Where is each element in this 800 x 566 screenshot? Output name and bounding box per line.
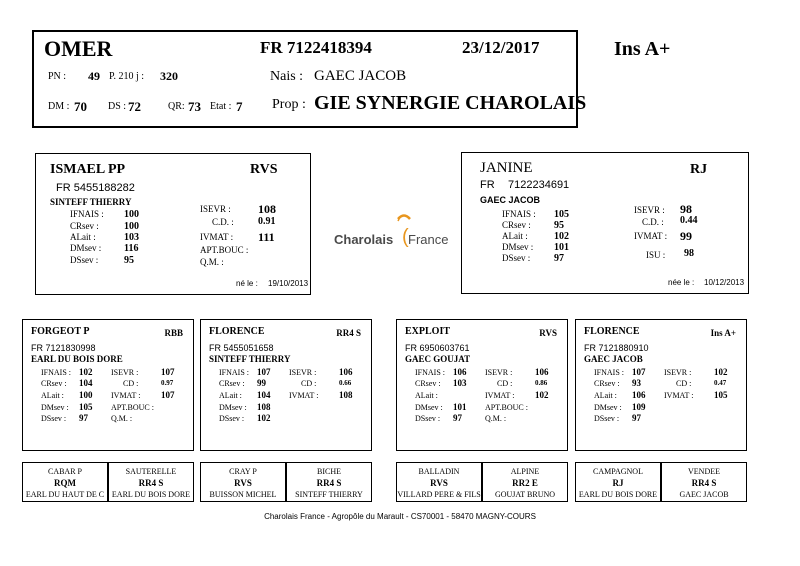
cd-label: CD : [301, 379, 317, 388]
cd-label: CD : [497, 379, 513, 388]
isevr-value: 102 [714, 367, 728, 377]
qm-label: Q.M. : [111, 414, 133, 423]
pn-label: PN : [48, 71, 67, 82]
crsev-label: CRsev : [70, 221, 99, 231]
ifnais-label: IFNAIS : [219, 368, 250, 377]
dssev-label: DSsev : [70, 255, 99, 265]
cd-label: CD : [676, 379, 692, 388]
dam-card [461, 152, 749, 294]
gp-name: FLORENCE [584, 326, 640, 337]
born-label: née le : [668, 278, 695, 287]
cd-value: 0.97 [161, 379, 174, 387]
gp-id: FR 5455051658 [209, 343, 274, 353]
alait-label: ALait : [70, 232, 96, 242]
dmsev-label: DMsev : [415, 403, 443, 412]
ggp-grade: RQM [54, 478, 76, 488]
isevr-label: ISEVR : [289, 368, 317, 377]
ggp-breeder: EARL DU BOIS DORE [111, 490, 191, 499]
ifnais-value: 100 [124, 209, 139, 220]
dmsev-value: 116 [124, 243, 139, 254]
great-grandparent-cell [396, 462, 482, 502]
alait-value: 106 [632, 390, 646, 400]
ggp-breeder: EARL DU BOIS DORE [578, 490, 658, 499]
cd-label: CD : [123, 379, 139, 388]
great-grandparent-cell [575, 462, 661, 502]
nais-value: GAEC JACOB [314, 68, 407, 84]
isevr-value: 106 [535, 367, 549, 377]
dmsev-value: 109 [632, 402, 646, 412]
ifnais-value: 107 [632, 367, 646, 377]
cd-value: 0.66 [339, 379, 352, 387]
great-grandparent-cell [286, 462, 372, 502]
ggp-grade: RR4 S [316, 478, 342, 488]
ggp-breeder: GOUJAT BRUNO [494, 490, 556, 499]
gp-breeder: GAEC GOUJAT [405, 354, 471, 364]
alait-value: 102 [554, 231, 569, 242]
footer-address: Charolais France - Agropôle du Marault - CS70001 - 58470 MAGNY-COURS [264, 512, 536, 521]
qr-value: 73 [188, 99, 201, 114]
ivmat-value: 102 [535, 390, 549, 400]
dssev-value: 97 [554, 253, 564, 264]
dssev-label: DSsev : [415, 414, 441, 423]
dssev-label: DSsev : [594, 414, 620, 423]
dm-value: 70 [74, 99, 87, 114]
dssev-value: 95 [124, 255, 134, 266]
crsev-value: 95 [554, 220, 564, 231]
ifnais-label: IFNAIS : [415, 368, 446, 377]
dssev-label: DSsev : [502, 253, 531, 263]
ds-label: DS : [108, 101, 127, 112]
sire-name: ISMAEL PP [50, 162, 126, 177]
dssev-value: 97 [632, 413, 641, 423]
gp-breeder: EARL DU BOIS DORE [31, 354, 123, 364]
ggp-breeder: VILLARD PERE & FILS [397, 490, 481, 499]
logo-bracket: ( [402, 226, 409, 248]
dssev-value: 97 [79, 413, 88, 423]
dssev-label: DSsev : [41, 414, 67, 423]
great-grandparent-cell [482, 462, 568, 502]
isevr-value: 106 [339, 367, 353, 377]
born-label: né le : [236, 279, 258, 288]
ggp-name: ALPINE [510, 467, 540, 476]
logo-text-charolais: Charolais [334, 232, 394, 247]
ggp-grade: RR4 S [138, 478, 164, 488]
gp-grade: RBB [164, 328, 183, 338]
ds-value: 72 [128, 99, 141, 114]
animal-header [32, 30, 671, 128]
ivmat-label: IVMAT : [111, 391, 141, 400]
ifnais-value: 107 [257, 367, 271, 377]
header-date: 23/12/2017 [462, 38, 540, 57]
ivmat-value: 108 [339, 390, 353, 400]
alait-value: 103 [124, 232, 139, 243]
isu-label: ISU : [646, 250, 666, 260]
cd-value: 0.47 [714, 379, 727, 387]
great-grandparent-cell [661, 462, 747, 502]
cd-label: C.D. : [642, 217, 664, 227]
ivmat-label: IVMAT : [289, 391, 319, 400]
crsev-label: CRsev : [594, 379, 620, 388]
gp-grade: Ins A+ [710, 328, 736, 338]
aptbouc-label: APT.BOUC : [485, 403, 528, 412]
ggp-grade: RVS [430, 478, 448, 488]
alait-label: ALait : [502, 231, 528, 241]
ggp-name: CABAR P [47, 467, 82, 476]
dmsev-label: DMsev : [502, 242, 534, 252]
gp-name: EXPLOIT [405, 326, 451, 337]
isevr-value: 108 [258, 202, 276, 216]
dam-id-prefix: FR [480, 179, 495, 191]
ggp-breeder: EARL DU HAUT DE C [25, 490, 105, 499]
ivmat-label: IVMAT : [200, 232, 234, 242]
etat-value: 7 [236, 99, 243, 114]
pn-value: 49 [88, 69, 100, 83]
crsev-label: CRsev : [502, 220, 531, 230]
etat-label: Etat : [210, 101, 232, 112]
crsev-label: CRsev : [219, 379, 245, 388]
ivmat-value: 111 [258, 230, 275, 244]
great-grandparent-cell [200, 462, 286, 502]
gp-breeder: GAEC JACOB [584, 354, 643, 364]
alait-label: ALait : [415, 391, 438, 400]
ifnais-label: IFNAIS : [502, 209, 536, 219]
gp-id: FR 7121830998 [31, 343, 96, 353]
ggp-name: BALLADIN [418, 467, 460, 476]
gp-id: FR 7121880910 [584, 343, 649, 353]
ivmat-label: IVMAT : [664, 391, 694, 400]
ivmat-value: 105 [714, 390, 728, 400]
ifnais-label: IFNAIS : [594, 368, 625, 377]
dssev-value: 97 [453, 413, 462, 423]
dam-name: JANINE [480, 160, 533, 176]
p210-value: 320 [160, 69, 178, 83]
qr-label: QR: [168, 101, 185, 112]
ivmat-label: IVMAT : [634, 231, 668, 241]
dam-breeder: GAEC JACOB [480, 195, 541, 205]
crsev-label: CRsev : [415, 379, 441, 388]
dmsev-label: DMsev : [41, 403, 69, 412]
dam-grade: RJ [690, 162, 708, 177]
gp-breeder: SINTEFF THIERRY [209, 354, 291, 364]
gp-name: FORGEOT P [31, 326, 90, 337]
prop-value: GIE SYNERGIE CHAROLAIS [314, 92, 587, 114]
dmsev-value: 101 [554, 242, 569, 253]
alait-value: 100 [79, 390, 93, 400]
aptbouc-label: APT.BOUC : [200, 245, 249, 255]
animal-grade: Ins A+ [614, 38, 671, 60]
great-grandparent-cell [108, 462, 194, 502]
ggp-name: CRAY P [229, 467, 257, 476]
logo-text-france: France [408, 232, 449, 247]
ggp-breeder: BUISSON MICHEL [209, 490, 277, 499]
dmsev-label: DMsev : [70, 243, 102, 253]
animal-name: OMER [44, 36, 113, 61]
isu-value: 98 [684, 248, 694, 259]
nais-label: Nais : [270, 69, 304, 84]
ggp-name: CAMPAGNOL [593, 467, 643, 476]
qm-label: Q.M. : [485, 414, 507, 423]
crsev-value: 100 [124, 221, 139, 232]
alait-label: ALait : [219, 391, 242, 400]
sire-card [35, 153, 311, 295]
dm-label: DM : [48, 101, 70, 112]
cd-value: 0.86 [535, 379, 548, 387]
isevr-label: ISEVR : [664, 368, 692, 377]
dmsev-value: 105 [79, 402, 93, 412]
dmsev-label: DMsev : [594, 403, 622, 412]
ggp-breeder: SINTEFF THIERRY [295, 490, 363, 499]
ggp-name: SAUTERELLE [125, 467, 177, 476]
sire-grade: RVS [250, 162, 278, 177]
ggp-name: BICHE [317, 467, 341, 476]
grandparent-card [22, 319, 194, 451]
crsev-value: 103 [453, 378, 467, 388]
ggp-breeder: GAEC JACOB [679, 490, 729, 499]
aptbouc-label: APT.BOUC : [111, 403, 154, 412]
crsev-value: 99 [257, 378, 266, 388]
isevr-label: ISEVR : [634, 205, 665, 215]
animal-id: FR 7122418394 [260, 38, 372, 57]
alait-label: ALait : [594, 391, 617, 400]
ggp-grade: RJ [612, 478, 624, 488]
ggp-name: VENDEE [688, 467, 720, 476]
sire-breeder: SINTEFF THIERRY [50, 197, 132, 207]
dmsev-label: DMsev : [219, 403, 247, 412]
prop-label: Prop : [272, 97, 306, 112]
ifnais-label: IFNAIS : [41, 368, 72, 377]
isevr-label: ISEVR : [111, 368, 139, 377]
grandparent-card [200, 319, 372, 451]
ivmat-value: 107 [161, 390, 175, 400]
dssev-label: DSsev : [219, 414, 245, 423]
born-value: 19/10/2013 [268, 279, 309, 288]
ifnais-value: 106 [453, 367, 467, 377]
qm-label: Q.M. : [200, 257, 224, 267]
p210-label: P. 210 j : [109, 71, 145, 82]
cd-label: C.D. : [212, 217, 234, 227]
cd-value: 0.44 [680, 215, 698, 226]
dam-id: 7122234691 [508, 179, 570, 191]
ivmat-value: 99 [680, 229, 692, 243]
isevr-value: 107 [161, 367, 175, 377]
gp-grade: RVS [539, 328, 557, 338]
crsev-label: CRsev : [41, 379, 67, 388]
grandparent-card [575, 319, 747, 451]
isevr-label: ISEVR : [485, 368, 513, 377]
alait-value: 104 [257, 390, 271, 400]
cd-value: 0.91 [258, 216, 276, 227]
crsev-value: 93 [632, 378, 641, 388]
gp-grade: RR4 S [336, 328, 361, 338]
isevr-label: ISEVR : [200, 204, 231, 214]
dssev-value: 102 [257, 413, 271, 423]
ggp-grade: RR2 E [512, 478, 538, 488]
ggp-grade: RVS [234, 478, 252, 488]
crsev-value: 104 [79, 378, 93, 388]
born-value: 10/12/2013 [704, 278, 745, 287]
grandparent-card [396, 319, 568, 451]
ifnais-value: 102 [79, 367, 93, 377]
isevr-value: 98 [680, 202, 692, 216]
great-grandparent-cell [22, 462, 108, 502]
ggp-grade: RR4 S [691, 478, 717, 488]
gp-name: FLORENCE [209, 326, 265, 337]
gp-id: FR 6950603761 [405, 343, 470, 353]
dmsev-value: 101 [453, 402, 467, 412]
ifnais-value: 105 [554, 209, 569, 220]
sire-id: FR 5455188282 [56, 182, 135, 194]
charolais-france-logo [332, 213, 450, 253]
dmsev-value: 108 [257, 402, 271, 412]
alait-label: ALait : [41, 391, 64, 400]
ivmat-label: IVMAT : [485, 391, 515, 400]
ifnais-label: IFNAIS : [70, 209, 104, 219]
